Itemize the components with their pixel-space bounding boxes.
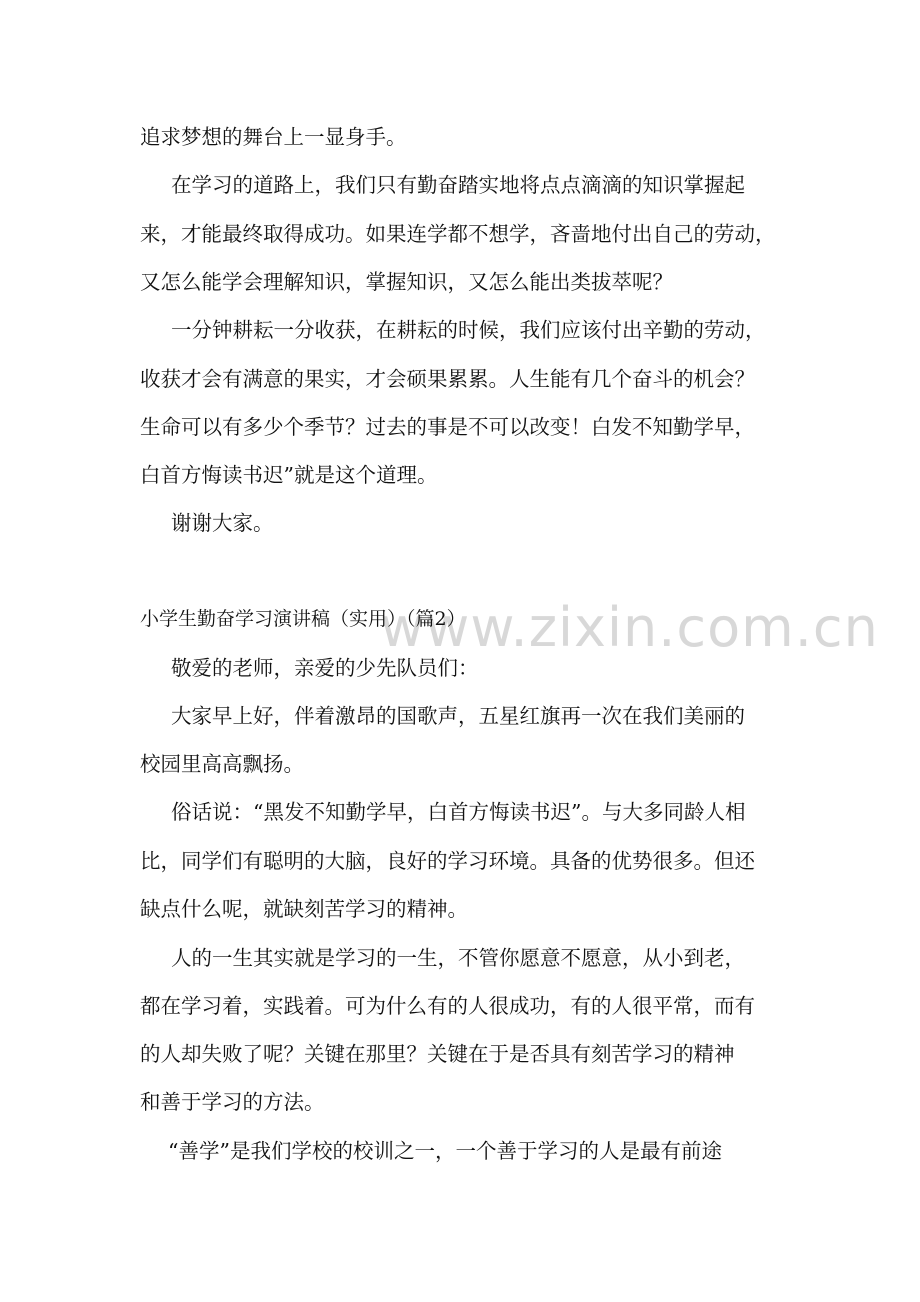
- text-line: 的人却失败了呢？关键在那里？关键在于是否具有刻苦学习的精神: [140, 1042, 735, 1066]
- text-line: 追求梦想的舞台上一显身手。: [140, 125, 407, 149]
- text-line: 比，同学们有聪明的大脑，良好的学习环境。具备的优势很多。但还: [140, 849, 755, 873]
- text-line: 生命可以有多少个季节？过去的事是不可以改变！白发不知勤学早，: [140, 415, 755, 439]
- section-heading: 小学生勤奋学习演讲稿（实用）（篇2）: [140, 608, 466, 630]
- text-line: 收获才会有满意的果实，才会硕果累累。人生能有几个奋斗的机会？: [140, 367, 755, 391]
- text-line: “善学”是我们学校的校训之一，一个善于学习的人是最有前途: [168, 1139, 722, 1163]
- text-line: 一分钟耕耘一分收获，在耕耘的时候，我们应该付出辛勤的劳动，: [171, 318, 766, 342]
- text-line: 和善于学习的方法。: [140, 1090, 325, 1114]
- text-line: 又怎么能学会理解知识，掌握知识，又怎么能出类拔萃呢？: [140, 270, 673, 294]
- text-line: 敬爱的老师，亲爱的少先队员们：: [171, 656, 479, 680]
- text-line: 谢谢大家。: [171, 511, 274, 535]
- text-line: 都在学习着，实践着。可为什么有的人很成功，有的人很平常，而有: [140, 994, 755, 1018]
- watermark: www.zixin.com.cn: [380, 596, 879, 659]
- text-line: 来，才能最终取得成功。如果连学都不想学，吝啬地付出自己的劳动，: [140, 222, 776, 246]
- text-line: 缺点什么呢，就缺刻苦学习的精神。: [140, 897, 468, 921]
- text-line: 大家早上好，伴着激昂的国歌声，五星红旗再一次在我们美丽的: [171, 704, 745, 728]
- text-line: 俗话说：“黑发不知勤学早，白首方悔读书迟”。与大多同龄人相: [171, 800, 746, 824]
- text-line: 在学习的道路上，我们只有勤奋踏实地将点点滴滴的知识掌握起: [171, 173, 745, 197]
- text-line: 白首方悔读书迟”就是这个道理。: [140, 463, 438, 487]
- text-line: 人的一生其实就是学习的一生，不管你愿意不愿意，从小到老，: [171, 946, 745, 970]
- text-line: 校园里高高飘扬。: [140, 752, 304, 776]
